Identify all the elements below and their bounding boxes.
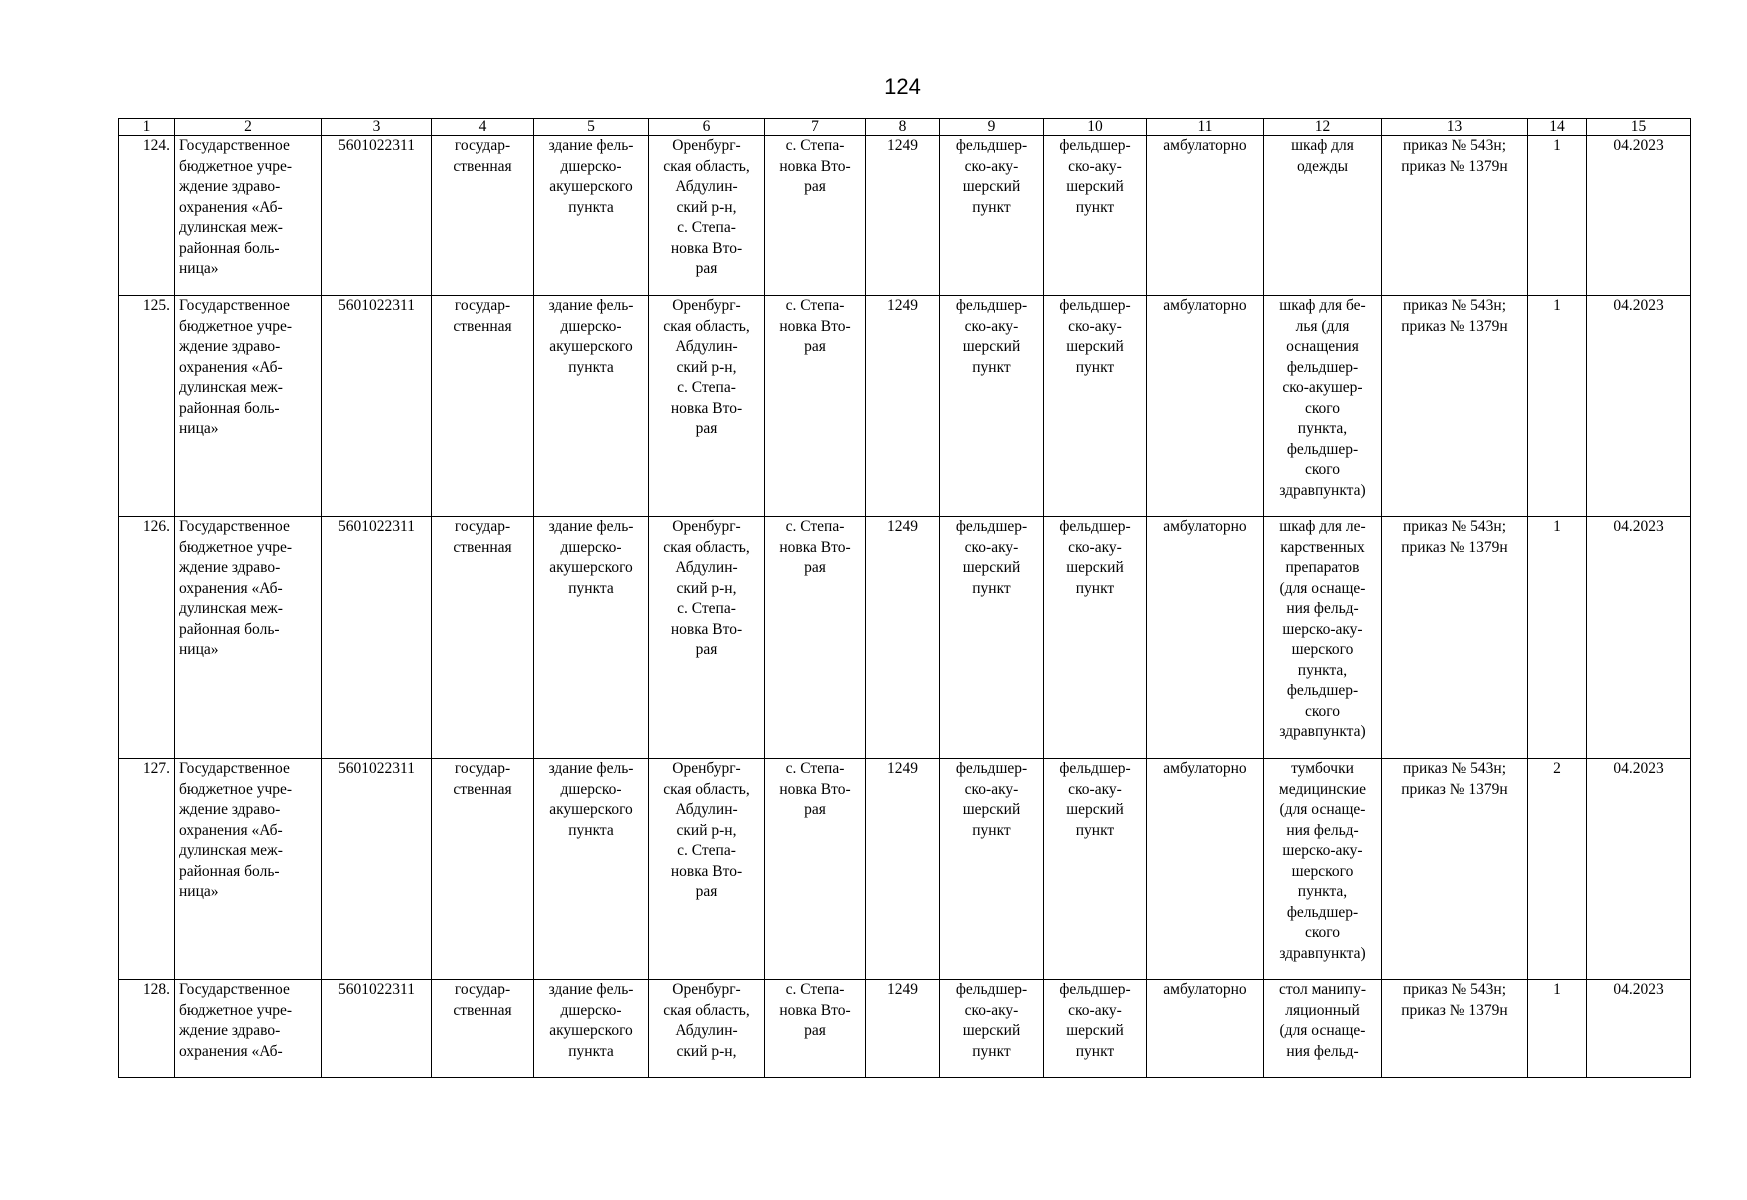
settlement-code: 1249 [866, 136, 940, 296]
locality: с. Степа- новка Вто- рая [765, 759, 866, 980]
organization-name: Государственное бюджетное учре- ждение здраво- охранения «Аб- дулинская меж- районная боль- ница» [175, 517, 322, 759]
table-row [119, 296, 1691, 517]
column-number: 7 [765, 119, 866, 136]
organization-name: Государственное бюджетное учре- ждение здраво- охранения «Аб- [175, 980, 322, 1078]
column-number: 5 [534, 119, 649, 136]
row-number: 125. [119, 296, 175, 517]
column-number: 2 [175, 119, 322, 136]
ownership-form: государ- ственная [432, 517, 534, 759]
equipment-name: стол манипу- ляционный (для оснаще- ния фельд- [1264, 980, 1382, 1078]
ownership-form: государ- ственная [432, 296, 534, 517]
locality: с. Степа- новка Вто- рая [765, 136, 866, 296]
column-number: 10 [1044, 119, 1147, 136]
row-number: 127. [119, 759, 175, 980]
quantity: 2 [1528, 759, 1587, 980]
organization-name: Государственное бюджетное учре- ждение здраво- охранения «Аб- дулинская меж- районная боль- ница» [175, 136, 322, 296]
column-number: 14 [1528, 119, 1587, 136]
address: Оренбург- ская область, Абдулин- ский р-н, с. Степа- новка Вто- рая [649, 136, 765, 296]
inn-code: 5601022311 [322, 517, 432, 759]
unit-name: фельдшер- ско-аку- шерский пункт [1044, 136, 1147, 296]
column-number: 8 [866, 119, 940, 136]
building-type: здание фель- дшерско- акушерского пункта [534, 517, 649, 759]
unit-type: фельдшер- ско-аку- шерский пункт [940, 136, 1044, 296]
locality: с. Степа- новка Вто- рая [765, 296, 866, 517]
ownership-form: государ- ственная [432, 136, 534, 296]
address: Оренбург- ская область, Абдулин- ский р-н, [649, 980, 765, 1078]
order-reference: приказ № 543н; приказ № 1379н [1382, 759, 1528, 980]
care-mode: амбулаторно [1147, 296, 1264, 517]
column-number: 13 [1382, 119, 1528, 136]
unit-type: фельдшер- ско-аку- шерский пункт [940, 517, 1044, 759]
column-number: 15 [1587, 119, 1691, 136]
equipment-name: тумбочки медицинские (для оснаще- ния фельд- шерско-аку- шерского пункта, фельдшер- ского здравпункта) [1264, 759, 1382, 980]
settlement-code: 1249 [866, 980, 940, 1078]
care-mode: амбулаторно [1147, 980, 1264, 1078]
date: 04.2023 [1587, 980, 1691, 1078]
page-number: 124 [884, 74, 921, 99]
column-number: 4 [432, 119, 534, 136]
unit-name: фельдшер- ско-аку- шерский пункт [1044, 759, 1147, 980]
order-reference: приказ № 543н; приказ № 1379н [1382, 517, 1528, 759]
ownership-form: государ- ственная [432, 980, 534, 1078]
row-number: 126. [119, 517, 175, 759]
table-row [119, 136, 1691, 296]
address: Оренбург- ская область, Абдулин- ский р-н, с. Степа- новка Вто- рая [649, 759, 765, 980]
column-number: 1 [119, 119, 175, 136]
unit-type: фельдшер- ско-аку- шерский пункт [940, 980, 1044, 1078]
quantity: 1 [1528, 517, 1587, 759]
organization-name: Государственное бюджетное учре- ждение здраво- охранения «Аб- дулинская меж- районная боль- ница» [175, 759, 322, 980]
column-number: 6 [649, 119, 765, 136]
date: 04.2023 [1587, 517, 1691, 759]
date: 04.2023 [1587, 296, 1691, 517]
date: 04.2023 [1587, 136, 1691, 296]
column-number: 12 [1264, 119, 1382, 136]
unit-type: фельдшер- ско-аку- шерский пункт [940, 296, 1044, 517]
row-number: 128. [119, 980, 175, 1078]
inn-code: 5601022311 [322, 136, 432, 296]
building-type: здание фель- дшерско- акушерского пункта [534, 296, 649, 517]
locality: с. Степа- новка Вто- рая [765, 517, 866, 759]
inn-code: 5601022311 [322, 980, 432, 1078]
equipment-name: шкаф для одежды [1264, 136, 1382, 296]
order-reference: приказ № 543н; приказ № 1379н [1382, 296, 1528, 517]
address: Оренбург- ская область, Абдулин- ский р-н, с. Степа- новка Вто- рая [649, 517, 765, 759]
column-number-row [119, 119, 1691, 136]
equipment-name: шкаф для бе- лья (для оснащения фельдшер- ско-акушер- ского пункта, фельдшер- ского здравпункта) [1264, 296, 1382, 517]
quantity: 1 [1528, 136, 1587, 296]
building-type: здание фель- дшерско- акушерского пункта [534, 980, 649, 1078]
inn-code: 5601022311 [322, 759, 432, 980]
column-number: 3 [322, 119, 432, 136]
order-reference: приказ № 543н; приказ № 1379н [1382, 980, 1528, 1078]
settlement-code: 1249 [866, 517, 940, 759]
unit-name: фельдшер- ско-аку- шерский пункт [1044, 517, 1147, 759]
unit-name: фельдшер- ско-аку- шерский пункт [1044, 296, 1147, 517]
inn-code: 5601022311 [322, 296, 432, 517]
locality: с. Степа- новка Вто- рая [765, 980, 866, 1078]
unit-name: фельдшер- ско-аку- шерский пункт [1044, 980, 1147, 1078]
organization-name: Государственное бюджетное учре- ждение здраво- охранения «Аб- дулинская меж- районная боль- ница» [175, 296, 322, 517]
row-number: 124. [119, 136, 175, 296]
unit-type: фельдшер- ско-аку- шерский пункт [940, 759, 1044, 980]
care-mode: амбулаторно [1147, 517, 1264, 759]
settlement-code: 1249 [866, 296, 940, 517]
care-mode: амбулаторно [1147, 759, 1264, 980]
registry-table [118, 118, 1691, 1078]
address: Оренбург- ская область, Абдулин- ский р-н, с. Степа- новка Вто- рая [649, 296, 765, 517]
order-reference: приказ № 543н; приказ № 1379н [1382, 136, 1528, 296]
ownership-form: государ- ственная [432, 759, 534, 980]
date: 04.2023 [1587, 759, 1691, 980]
table-row [119, 517, 1691, 759]
quantity: 1 [1528, 296, 1587, 517]
column-number: 11 [1147, 119, 1264, 136]
care-mode: амбулаторно [1147, 136, 1264, 296]
column-number: 9 [940, 119, 1044, 136]
table-row [119, 980, 1691, 1078]
building-type: здание фель- дшерско- акушерского пункта [534, 759, 649, 980]
table-row [119, 759, 1691, 980]
settlement-code: 1249 [866, 759, 940, 980]
building-type: здание фель- дшерско- акушерского пункта [534, 136, 649, 296]
equipment-name: шкаф для ле- карственных препаратов (для оснаще- ния фельд- шерско-аку- шерского пункта, фельдшер- ского здравпункта) [1264, 517, 1382, 759]
quantity: 1 [1528, 980, 1587, 1078]
